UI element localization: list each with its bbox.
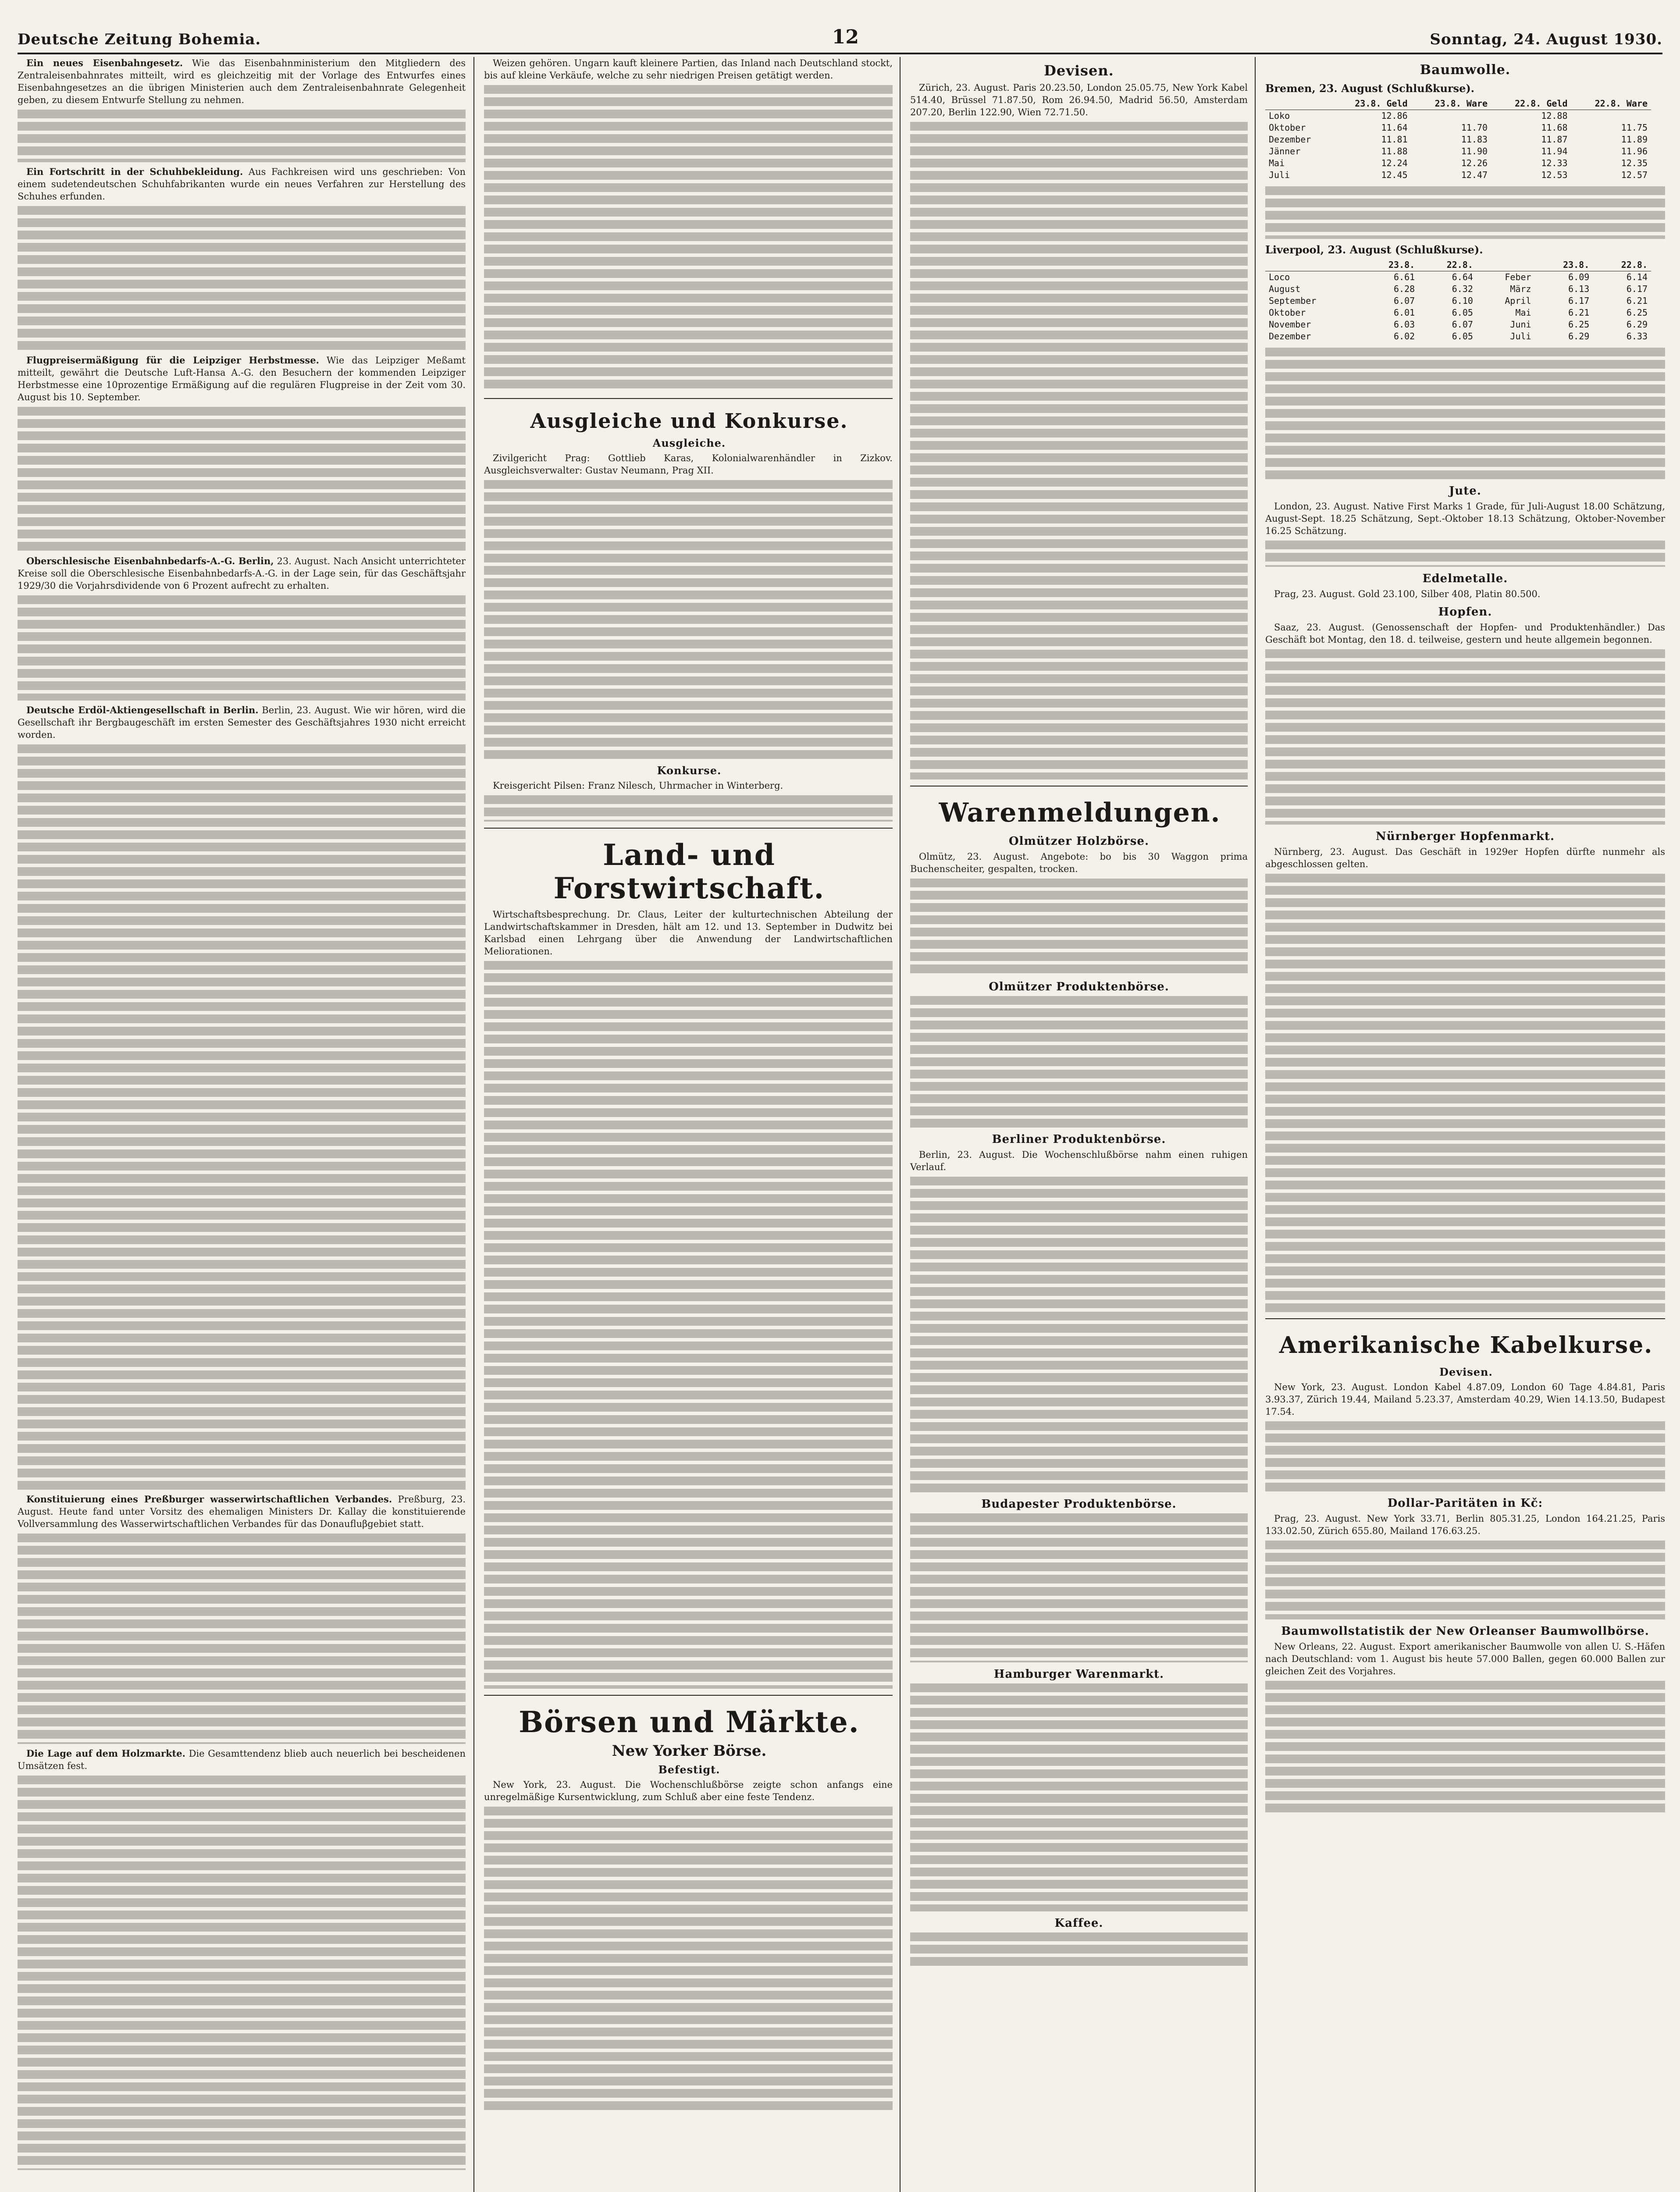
table-cell: 11.94 bbox=[1541, 146, 1568, 157]
article-text: Prag, 23. August. New York 33.71, Berlin 805.31.25, London 164.21.25, Paris 133.02.50, Zürich 655.80, Mailand 176.63.25. bbox=[1265, 1513, 1665, 1536]
table-cell: 6.09 bbox=[1568, 272, 1590, 282]
table-cell: 12.86 bbox=[1381, 110, 1408, 121]
table-cell: 11.70 bbox=[1461, 122, 1488, 133]
text-block bbox=[484, 1807, 893, 2114]
table-header-row bbox=[1265, 97, 1651, 110]
table-row bbox=[1265, 331, 1651, 342]
table-header: 23.8. Geld bbox=[1331, 97, 1411, 110]
article-text: Die Gesamttendenz blieb auch neuerlich bei bescheidenen Umsätzen fest. bbox=[18, 1748, 466, 1771]
baumwollstatistik-heading: Baumwollstatistik der New Orleanser Baumwollbörse. bbox=[1281, 1625, 1649, 1638]
subheading-konkurse: Konkurse. bbox=[657, 764, 722, 777]
text-block bbox=[1265, 1681, 1665, 1812]
table-row bbox=[1265, 110, 1651, 122]
table-cell: 11.89 bbox=[1621, 134, 1648, 145]
table-cell: 12.26 bbox=[1461, 158, 1488, 168]
text-block bbox=[18, 595, 466, 701]
article-text: Prag, 23. August. Gold 23.100, Silber 408, Platin 80.500. bbox=[1274, 589, 1541, 599]
article-text: Berlin, 23. August. Wie wir hören, wird die Gesellschaft ihr Bergbaugeschäft im ersten Semester des Geschäftsjahres 1930 nicht erreicht worden. bbox=[18, 705, 466, 740]
article-text: Olmütz, 23. August. Angebote: bo bis 30 Waggon prima Buchenscheiter, gespalten, trocken. bbox=[910, 851, 1248, 874]
table-header: 22.8. bbox=[1418, 259, 1477, 271]
table-cell: Dezember bbox=[1269, 134, 1311, 145]
article-text: 23. August. Nach Ansicht unterrichteter Kreise soll die Oberschlesische Eisenbahnbedarfs-A.-G. in der Lage sein, für das Geschäftsjahr 1929/30 die Vorjahrsdividende von 6 Prozent aufrecht zu erhalten. bbox=[18, 556, 466, 591]
devisen-heading: Devisen. bbox=[1044, 62, 1114, 79]
masthead bbox=[18, 9, 1662, 54]
text-block bbox=[1265, 1541, 1665, 1619]
table-cell bbox=[1571, 110, 1651, 122]
subheading-olmuetz: Olmützer Produktenbörse. bbox=[989, 980, 1169, 993]
column-4 bbox=[1255, 57, 1673, 2192]
article-lead: Ein neues Eisenbahngesetz. bbox=[26, 57, 183, 68]
article-text: Wie das Leipziger Meßamt mitteilt, gewährt die Deutsche Luft-Hansa A.-G. den Besuchern der kommenden Leipziger Herbstmesse eine 10prozentige Ermäßigung auf die regulären Flugpreise in der Zeit vom 30. August bis 10. September. bbox=[18, 355, 466, 402]
table-cell: 6.03 bbox=[1394, 319, 1415, 330]
section-heading-waren: Warenmeldungen. bbox=[939, 797, 1221, 828]
text-block bbox=[484, 961, 893, 1689]
table-header bbox=[1265, 97, 1331, 110]
section-heading-kabelkurse: Amerikanische Kabelkurse. bbox=[1279, 1332, 1653, 1359]
table-cell: 6.28 bbox=[1394, 284, 1415, 294]
table-row bbox=[1265, 146, 1651, 157]
table-row bbox=[1265, 307, 1651, 319]
article-text: Kreisgericht Pilsen: Franz Nilesch, Uhrmacher in Winterberg. bbox=[493, 780, 783, 791]
table-header: 22.8. Ware bbox=[1571, 97, 1651, 110]
subheading-devisen: Devisen. bbox=[1439, 1366, 1493, 1378]
table-cell: 12.57 bbox=[1621, 170, 1648, 180]
table-cell: Jänner bbox=[1269, 146, 1301, 157]
table-cell: 11.83 bbox=[1461, 134, 1488, 145]
liverpool-line: Liverpool, 23. August (Schlußkurse). bbox=[1265, 243, 1483, 256]
text-block bbox=[1265, 348, 1665, 479]
text-block bbox=[910, 1932, 1248, 1968]
subheading-budapest: Budapester Produktenbörse. bbox=[981, 1498, 1177, 1511]
table-header: 23.8. bbox=[1360, 259, 1419, 271]
table-row bbox=[1265, 283, 1651, 295]
article-text: London, 23. August. Native First Marks 1 Grade, für Juli-August 18.00 Schätzung, August-Sept. 18.25 Schätzung, Sept.-Oktober 18.13 Schätzung, Oktober-November 16.25 Schätzung. bbox=[1265, 501, 1665, 536]
divider bbox=[484, 398, 893, 399]
columns bbox=[18, 57, 1665, 2192]
text-block bbox=[1265, 874, 1665, 1312]
table-cell: 6.29 bbox=[1626, 319, 1648, 330]
table-cell: 12.24 bbox=[1381, 158, 1408, 168]
article-text: Preßburg, 23. August. Heute fand unter Vorsitz des ehemaligen Ministers Dr. Kallay die konstituierende Vollversammlung des Wasserwirtschaftlichen Verbandes für das Donaufluβgebiet statt. bbox=[18, 1494, 466, 1529]
paritaeten-heading: Dollar-Paritäten in Kč: bbox=[1387, 1497, 1543, 1510]
table-cell: Oktober bbox=[1269, 307, 1306, 318]
subheading-berlin: Berliner Produktenbörse. bbox=[992, 1133, 1166, 1146]
table-cell: Mai bbox=[1269, 158, 1285, 168]
article-text: New York, 23. August. London Kabel 4.87.09, London 60 Tage 4.84.81, Paris 3.93.37, Zürich 19.44, Mailand 5.23.37, Amsterdam 40.29, Wien 14.13.50, Budapest 17.54. bbox=[1265, 1382, 1665, 1417]
text-block bbox=[1265, 541, 1665, 567]
table-cell: November bbox=[1269, 319, 1311, 330]
bremen-line: Bremen, 23. August (Schlußkurse). bbox=[1265, 82, 1475, 95]
table-header bbox=[1477, 259, 1535, 271]
table-cell: 11.81 bbox=[1381, 134, 1408, 145]
article bbox=[18, 166, 466, 203]
article-text: Zürich, 23. August. Paris 20.23.50, London 25.05.75, New York Kabel 514.40, Brüssel 71.87.50, Rom 26.94.50, Madrid 56.50, Amsterdam 207.20, Berlin 122.90, Wien 72.71.50. bbox=[910, 82, 1248, 117]
text-block bbox=[484, 795, 893, 822]
column-1 bbox=[18, 57, 473, 2192]
subheading-befestigt: Befestigt. bbox=[658, 1763, 720, 1776]
table-cell: 6.13 bbox=[1568, 284, 1590, 294]
text-block bbox=[1265, 1421, 1665, 1491]
table-cell: April bbox=[1505, 295, 1531, 306]
bremen-table bbox=[1265, 97, 1651, 181]
text-block bbox=[910, 1177, 1248, 1492]
table-row bbox=[1265, 271, 1651, 284]
table-cell: März bbox=[1510, 284, 1531, 294]
table-cell: 11.90 bbox=[1461, 146, 1488, 157]
table-header-row bbox=[1265, 259, 1651, 271]
section-heading-ausgleiche: Ausgleiche und Konkurse. bbox=[530, 409, 848, 433]
article bbox=[18, 354, 466, 403]
intro-text: Weizen gehören. Ungarn kauft kleinere Partien, das Inland nach Deutschland stockt, bis auf kleine Verkäufe, welche zu sehr niedrigen Preisen getätigt werden. bbox=[484, 58, 893, 81]
table-header: 23.8. bbox=[1535, 259, 1593, 271]
text-block bbox=[18, 110, 466, 162]
table-cell: 6.21 bbox=[1626, 295, 1648, 306]
table-cell: 6.02 bbox=[1394, 331, 1415, 342]
text-block bbox=[484, 85, 893, 392]
table-header: 22.8. Geld bbox=[1491, 97, 1571, 110]
text-block bbox=[1265, 186, 1665, 239]
text-block bbox=[910, 1683, 1248, 1911]
table-cell: Oktober bbox=[1269, 122, 1306, 133]
article-text: Berlin, 23. August. Die Wochenschlußbörse nahm einen ruhigen Verlauf. bbox=[910, 1149, 1248, 1172]
table-cell: 12.33 bbox=[1541, 158, 1568, 168]
article-lead: Die Lage auf dem Holzmarkte. bbox=[26, 1748, 185, 1759]
article-text: New York, 23. August. Die Wochenschlußbörse zeigte schon anfangs eine unregelmäßige Kursentwicklung, zum Schluß aber eine feste Tendenz. bbox=[484, 1779, 893, 1802]
section-heading-boersen: Börsen und Märkte. bbox=[519, 1705, 860, 1739]
table-cell: 6.32 bbox=[1452, 284, 1473, 294]
table-cell: August bbox=[1269, 284, 1301, 294]
table-cell: 6.10 bbox=[1452, 295, 1473, 306]
table-cell: 12.45 bbox=[1381, 170, 1408, 180]
subheading-holzboerse: Olmützer Holzbörse. bbox=[1008, 835, 1149, 848]
table-row bbox=[1265, 134, 1651, 146]
table-cell: 6.21 bbox=[1568, 307, 1590, 318]
article bbox=[18, 1493, 466, 1530]
article-text: Nürnberg, 23. August. Das Geschäft in 1929er Hopfen dürfte nunmehr als abgeschlossen gelten. bbox=[1265, 847, 1665, 869]
nuernberg-heading: Nürnberger Hopfenmarkt. bbox=[1375, 830, 1555, 843]
table-cell: 6.29 bbox=[1568, 331, 1590, 342]
table-header bbox=[1265, 259, 1360, 271]
text-block bbox=[18, 1776, 466, 2170]
liverpool-table bbox=[1265, 259, 1651, 342]
article-text: New Orleans, 22. August. Export amerikanischer Baumwolle von allen U. S.-Häfen nach Deutschland: vom 1. August bis heute 57.000 Ballen, gegen 60.000 Ballen zur gleichen Zeit des Vorjahres. bbox=[1265, 1641, 1665, 1676]
table-cell: 6.01 bbox=[1394, 307, 1415, 318]
article bbox=[18, 57, 466, 106]
text-block bbox=[910, 122, 1248, 779]
table-cell: 6.25 bbox=[1568, 319, 1590, 330]
table-cell: 6.17 bbox=[1568, 295, 1590, 306]
table-cell: 12.47 bbox=[1461, 170, 1488, 180]
table-cell: 12.88 bbox=[1541, 110, 1568, 121]
text-block bbox=[18, 407, 466, 552]
table-cell: Juli bbox=[1510, 331, 1531, 342]
table-cell: 11.96 bbox=[1621, 146, 1648, 157]
article-text: Zivilgericht Prag: Gottlieb Karas, Kolonialwarenhändler in Zizkov. Ausgleichsverwalter: Gustav Neumann, Prag XII. bbox=[484, 453, 893, 476]
subheading-kaffee: Kaffee. bbox=[1054, 1917, 1103, 1930]
table-cell: 6.25 bbox=[1626, 307, 1648, 318]
divider bbox=[1265, 1318, 1665, 1319]
table-cell: Loko bbox=[1269, 110, 1290, 121]
table-cell: 11.68 bbox=[1541, 122, 1568, 133]
table-cell: 11.87 bbox=[1541, 134, 1568, 145]
article-lead: Deutsche Erdöl-Aktiengesellschaft in Berlin. bbox=[26, 705, 259, 715]
table-cell: 6.14 bbox=[1626, 272, 1648, 282]
article-lead: Oberschlesische Eisenbahnbedarfs-A.-G. Berlin, bbox=[26, 555, 274, 566]
text-block bbox=[910, 996, 1248, 1128]
text-block bbox=[1265, 649, 1665, 825]
table-cell: 11.64 bbox=[1381, 122, 1408, 133]
paper-name: Deutsche Zeitung Bohemia. bbox=[18, 31, 261, 48]
table-cell: 11.88 bbox=[1381, 146, 1408, 157]
text-block bbox=[910, 879, 1248, 975]
article-text: Wie das Eisenbahnministerium den Mitgliedern des Zentraleisenbahnrates mitteilt, wird es gleichzeitig mit der Vorlage des Entwurfes eines Eisenbahngesetzes an die übrigen Ministerien auch dem Zentraleisenbahnrate Gelegenheit geben, zu diesem Entwurfe Stellung zu nehmen. bbox=[18, 58, 466, 105]
article bbox=[18, 1747, 466, 1772]
column-3 bbox=[900, 57, 1256, 2192]
table-cell: 6.07 bbox=[1394, 295, 1415, 306]
table-cell: Loco bbox=[1269, 272, 1290, 282]
date-line: Sonntag, 24. August 1930. bbox=[1430, 31, 1662, 48]
table-cell: 12.35 bbox=[1621, 158, 1648, 168]
table-cell: 6.07 bbox=[1452, 319, 1473, 330]
baumwolle-heading: Baumwolle. bbox=[1420, 62, 1511, 78]
article-text: Saaz, 23. August. (Genossenschaft der Hopfen- und Produktenhändler.) Das Geschäft bot Montag, den 18. d. teilweise, gestern und heute allgemein begonnen. bbox=[1265, 622, 1665, 645]
article-lead: Ein Fortschritt in der Schuhbekleidung. bbox=[26, 166, 243, 177]
table-cell: 12.53 bbox=[1541, 170, 1568, 180]
table-cell bbox=[1411, 110, 1491, 122]
table-cell: 6.61 bbox=[1394, 272, 1415, 282]
table-cell: Juli bbox=[1269, 170, 1290, 180]
article-lead: Flugpreisermäßigung für die Leipziger Herbstmesse. bbox=[26, 355, 319, 366]
article-lead: Konstituierung eines Preßburger wasserwirtschaftlichen Verbandes. bbox=[26, 1494, 392, 1505]
article-text: Wirtschaftsbesprechung. Dr. Claus, Leiter der kulturtechnischen Abteilung der Landwirtschaftskammer in Dresden, hält am 12. und 13. September in Dudwitz bei Karlsbad einen Lehrgang über die Anwendung der Landwirtschaftlichen Meliorationen. bbox=[484, 909, 893, 957]
text-block bbox=[484, 480, 893, 761]
text-block bbox=[18, 1534, 466, 1744]
article bbox=[18, 555, 466, 592]
table-cell: Mai bbox=[1515, 307, 1531, 318]
subheading-newyork: New Yorker Börse. bbox=[612, 1742, 767, 1760]
table-cell: 6.17 bbox=[1626, 284, 1648, 294]
divider bbox=[484, 828, 893, 829]
hopfen-heading: Hopfen. bbox=[1438, 605, 1492, 619]
table-cell: September bbox=[1269, 295, 1317, 306]
section-heading-landwirtschaft: Land- und Forstwirtschaft. bbox=[553, 838, 825, 905]
article bbox=[18, 704, 466, 741]
table-header: 23.8. Ware bbox=[1411, 97, 1491, 110]
text-block bbox=[910, 1513, 1248, 1662]
column-2 bbox=[473, 57, 901, 2192]
table-cell: 6.05 bbox=[1452, 331, 1473, 342]
table-row bbox=[1265, 169, 1651, 181]
table-row bbox=[1265, 295, 1651, 307]
table-cell: 6.64 bbox=[1452, 272, 1473, 282]
article-text: Aus Fachkreisen wird uns geschrieben: Von einem sudetendeutschen Schuhfabrikanten wurde ein neues Verfahren zur Herstellung des Schuhes erfunden. bbox=[18, 167, 466, 202]
divider bbox=[484, 1695, 893, 1696]
edelmetalle-heading: Edelmetalle. bbox=[1422, 572, 1508, 585]
table-cell: 6.33 bbox=[1626, 331, 1648, 342]
subheading-hamburg: Hamburger Warenmarkt. bbox=[993, 1668, 1164, 1681]
table-header: 22.8. bbox=[1593, 259, 1651, 271]
table-row bbox=[1265, 157, 1651, 169]
table-cell: Juni bbox=[1510, 319, 1531, 330]
table-cell: Dezember bbox=[1269, 331, 1311, 342]
table-row bbox=[1265, 122, 1651, 134]
table-cell: 11.75 bbox=[1621, 122, 1648, 133]
subheading-ausgleiche: Ausgleiche. bbox=[652, 437, 726, 449]
table-row bbox=[1265, 319, 1651, 331]
text-block bbox=[18, 206, 466, 351]
table-cell: Feber bbox=[1505, 272, 1531, 282]
jute-heading: Jute. bbox=[1449, 484, 1481, 498]
page-number: 12 bbox=[832, 26, 859, 48]
text-block bbox=[18, 744, 466, 1490]
table-cell: 6.05 bbox=[1452, 307, 1473, 318]
